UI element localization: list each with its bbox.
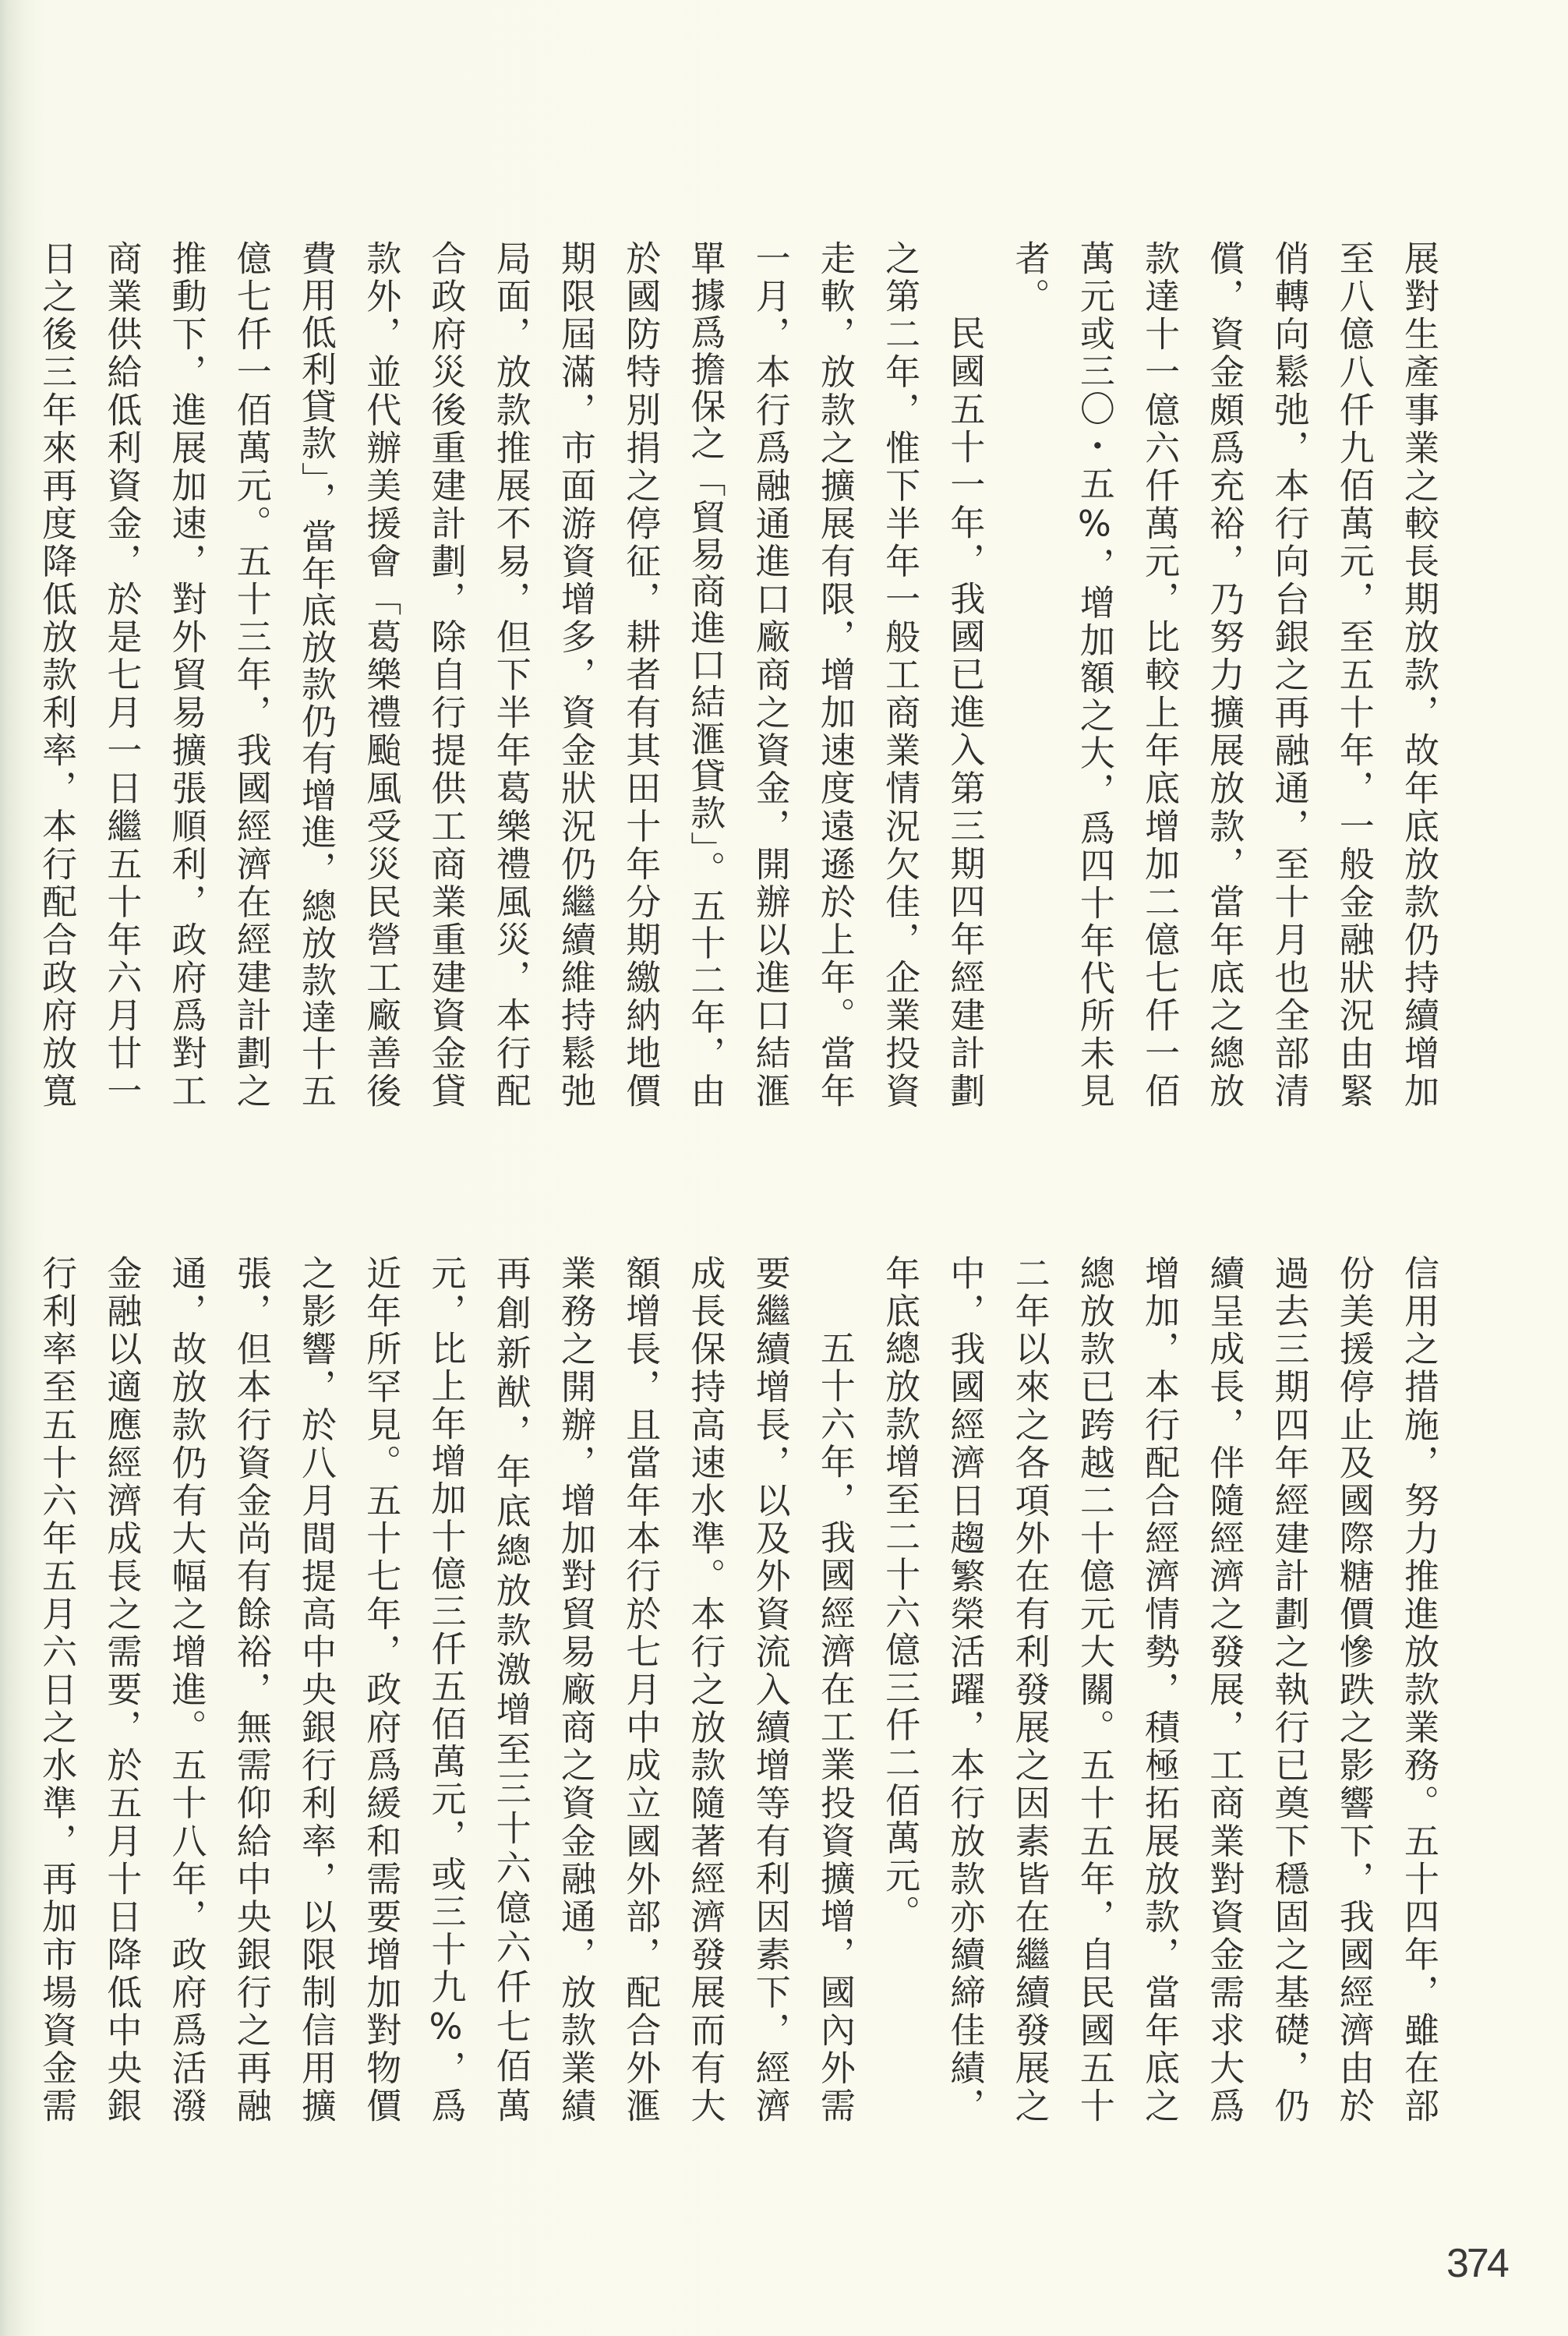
text-column: 展對生產事業之較長期放款，故年底放款仍持續增加 — [1398, 240, 1439, 1108]
page-number: 374 — [1446, 2241, 1507, 2286]
text-column: 億七仟一佰萬元。五十三年，我國經濟在經建計劃之 — [230, 240, 272, 1108]
text-column: 要繼續增長，以及外資流入續增等有利因素下，經濟 — [749, 1255, 791, 2122]
text-column: 張，但本行資金尚有餘裕，無需仰給中央銀行之再融 — [230, 1255, 272, 2122]
text-column: 走軟，放款之擴展有限，增加速度遠遜於上年。當年 — [814, 240, 856, 1108]
text-block-upper — [9, 240, 1439, 1108]
text-column: 於國防特別捐之停征，耕者有其田十年分期繳納地價 — [620, 240, 662, 1108]
text-column: 局面，放款推展不易，但下半年葛樂禮風災，本行配 — [489, 240, 531, 1108]
text-column: 推動下，進展加速，對外貿易擴張順利，政府爲對工 — [165, 240, 207, 1108]
text-column: 續呈成長，伴隨經濟之發展，工商業對資金需求大爲 — [1203, 1255, 1245, 2122]
text-column: 再創新猷，年底總放款激增至三十六億六仟七佰萬 — [489, 1255, 531, 2122]
text-column: 費用低利貸款」，當年底放款仍有增進，總放款達十五 — [295, 240, 337, 1108]
text-column: 行利率至五十六年五月六日之水準，再加市場資金需 — [36, 1255, 78, 2122]
text-column: 單據爲擔保之「貿易商進口結滙貸款」。五十二年，由 — [684, 240, 726, 1108]
text-column: 信用之措施，努力推進放款業務。五十四年，雖在部 — [1398, 1255, 1439, 2122]
text-column: 之第二年，惟下半年一般工商業情況欠佳，企業投資 — [879, 240, 921, 1108]
text-column: 款外，並代辦美援會「葛樂禮颱風受災民營工廠善後 — [360, 240, 402, 1108]
text-column: 成長保持高速水準。本行之放款隨著經濟發展而有大 — [684, 1255, 726, 2122]
text-column: 金融以適應經濟成長之需要，於五月十日降低中央銀 — [101, 1255, 143, 2122]
text-column: 至八億八仟九佰萬元，至五十年，一般金融狀況由緊 — [1333, 240, 1375, 1108]
text-column: 合政府災後重建計劃，除自行提供工商業重建資金貸 — [425, 240, 467, 1108]
text-column: 期限屆滿，市面游資增多，資金狀況仍繼續維持鬆弛 — [554, 240, 596, 1108]
text-column: 業務之開辦，增加對貿易廠商之資金融通，放款業績 — [554, 1255, 596, 2122]
text-column: 過去三期四年經建計劃之執行已奠下穩固之基礎，仍 — [1268, 1255, 1310, 2122]
text-column: 通，故放款仍有大幅之增進。五十八年，政府爲活潑 — [165, 1255, 207, 2122]
text-column: 償，資金頗爲充裕，乃努力擴展放款，當年底之總放 — [1203, 240, 1245, 1108]
text-column: 商業供給低利資金，於是七月一日繼五十年六月廿一 — [101, 240, 143, 1108]
text-column: 近年所罕見。五十七年，政府爲緩和需要增加對物價 — [360, 1255, 402, 2122]
text-column-paragraph-start: 五十六年，我國經濟在工業投資擴增，國內外需 — [814, 1330, 856, 2122]
text-column: 之影響，於八月間提高中央銀行利率，以限制信用擴 — [295, 1255, 337, 2122]
text-column: 萬元或三〇・五%，增加額之大，爲四十年代所未見 — [1073, 240, 1115, 1108]
text-column: 元，比上年增加十億三仟五佰萬元，或三十九%，爲 — [425, 1255, 467, 2122]
text-column: 二年以來之各項外在有利發展之因素皆在繼續發展之 — [1008, 1255, 1051, 2122]
text-column-paragraph-start: 民國五十一年，我國已進入第三期四年經建計劃 — [944, 315, 986, 1108]
text-column: 增加，本行配合經濟情勢，積極拓展放款，當年底之 — [1139, 1255, 1181, 2122]
text-column-paragraph-end: 者。 — [1008, 240, 1051, 316]
text-column: 日之後三年來再度降低放款利率，本行配合政府放寬 — [36, 240, 78, 1108]
text-column: 份美援停止及國際糖價慘跌之影響下，我國經濟由於 — [1333, 1255, 1375, 2122]
text-column: 一月，本行爲融通進口廠商之資金，開辦以進口結滙 — [749, 240, 791, 1108]
text-column: 俏轉向鬆弛，本行向台銀之再融通，至十月也全部清 — [1268, 240, 1310, 1108]
text-column: 款達十一億六仟萬元，比較上年底增加二億七仟一佰 — [1139, 240, 1181, 1108]
text-block-lower — [9, 1255, 1439, 2122]
text-column: 額增長，且當年本行於七月中成立國外部，配合外滙 — [620, 1255, 662, 2122]
text-column-paragraph-end: 年底總放款增至二十六億三仟二佰萬元。 — [879, 1255, 921, 1933]
text-column: 總放款已跨越二十億元大關。五十五年，自民國五十 — [1073, 1255, 1115, 2122]
text-column: 中，我國經濟日趨繁榮活躍，本行放款亦續締佳績， — [944, 1255, 986, 2122]
